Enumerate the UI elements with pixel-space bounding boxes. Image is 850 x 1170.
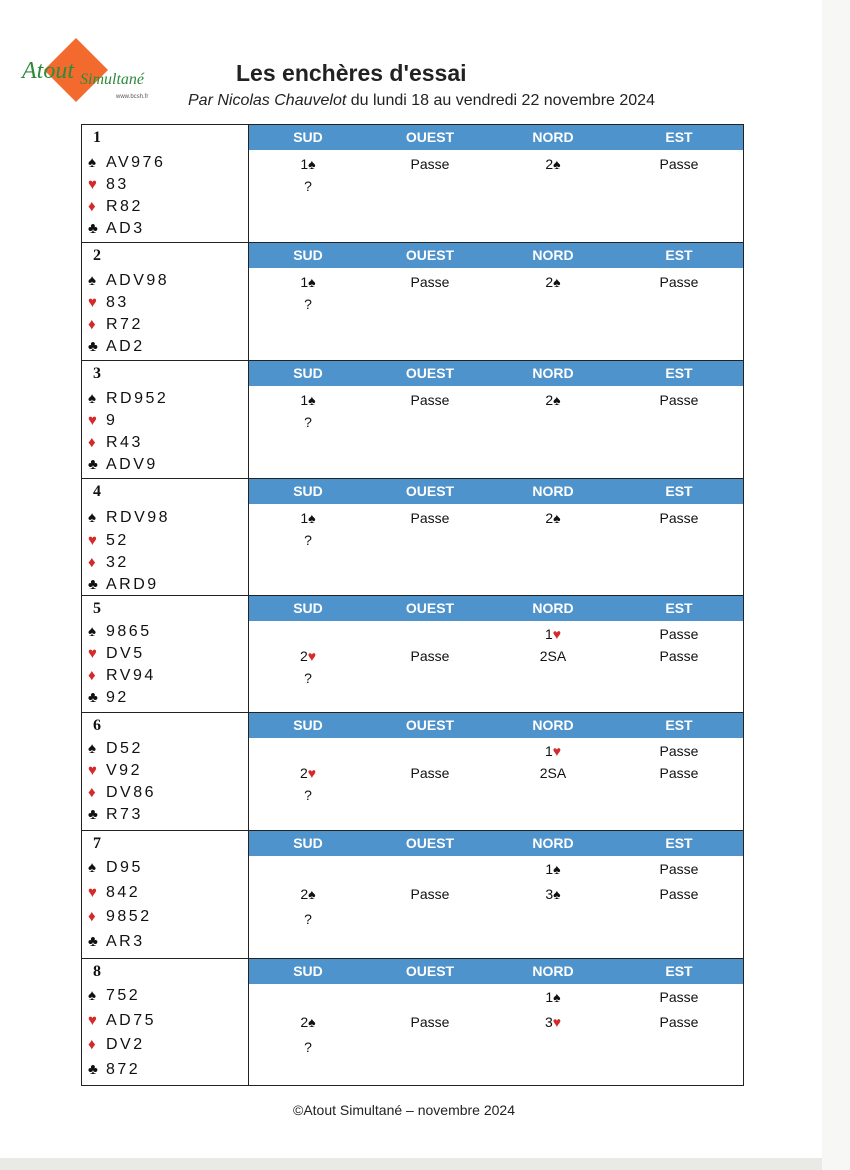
spades-holding (88, 509, 170, 529)
clubs-holding (88, 220, 145, 240)
diamonds-icon: ♦ (88, 667, 96, 684)
spades-icon: ♠ (88, 987, 96, 1004)
cards: RDV98 (106, 509, 171, 526)
hand-cell (82, 713, 249, 830)
auction-cell (249, 959, 743, 1086)
auction-cell (249, 831, 743, 958)
diamonds-icon: ♦ (88, 434, 96, 451)
column-header-ouest: OUEST (405, 365, 455, 381)
column-header-nord: NORD (532, 600, 574, 616)
clubs-holding (88, 338, 145, 358)
diamonds-icon: ♦ (88, 316, 96, 333)
diamonds-icon: ♦ (88, 554, 96, 571)
bid: 3♠ (545, 886, 561, 902)
spades-icon: ♠ (88, 740, 96, 757)
cards: AD75 (106, 1012, 157, 1029)
hearts-icon: ♥ (88, 532, 97, 549)
deal-number: 2 (93, 247, 101, 264)
cards: 9 (106, 412, 118, 429)
bid: 2♠ (545, 274, 561, 290)
deal-number: 6 (93, 717, 101, 734)
deal-3 (82, 360, 743, 478)
hearts-holding (88, 762, 142, 782)
column-header-nord: NORD (532, 835, 574, 851)
bid: Passe (659, 274, 699, 290)
diamonds-holding (88, 554, 129, 574)
column-header-est: EST (665, 365, 693, 381)
bid: Passe (659, 765, 699, 781)
spades-icon: ♠ (88, 272, 96, 289)
spades-holding (88, 987, 140, 1007)
column-header-sud: SUD (293, 963, 323, 979)
column-header-sud: SUD (293, 835, 323, 851)
bid: Passe (659, 648, 699, 664)
column-header-nord: NORD (532, 963, 574, 979)
column-header-sud: SUD (293, 365, 323, 381)
auction-header-bar (249, 361, 743, 386)
diamonds-icon: ♦ (88, 908, 96, 925)
column-header-ouest: OUEST (405, 483, 455, 499)
bid: Passe (659, 989, 699, 1005)
deal-number: 5 (93, 600, 101, 617)
spades-holding (88, 390, 168, 410)
hearts-holding (88, 1012, 156, 1032)
auction-cell (249, 713, 743, 830)
cards: AR3 (106, 933, 145, 950)
bid: 1♠ (300, 392, 316, 408)
bid: 1♠ (545, 861, 561, 877)
deal-6 (82, 712, 743, 830)
diamonds-icon: ♦ (88, 198, 96, 215)
spades-holding (88, 272, 169, 292)
column-header-est: EST (665, 483, 693, 499)
bid: Passe (410, 648, 450, 664)
column-header-sud: SUD (293, 483, 323, 499)
spades-icon: ♠ (88, 154, 96, 171)
bid: Passe (410, 1014, 450, 1030)
diamonds-holding (88, 1036, 145, 1056)
cards: 842 (106, 884, 141, 901)
cards: 32 (106, 554, 129, 571)
cards: AD3 (106, 220, 145, 237)
column-header-ouest: OUEST (405, 247, 455, 263)
bid: ? (304, 787, 312, 803)
clubs-holding (88, 933, 145, 953)
deal-7 (82, 830, 743, 958)
auction-cell (249, 243, 743, 360)
deal-number: 7 (93, 835, 101, 852)
column-header-ouest: OUEST (405, 129, 455, 145)
bid: 2♠ (300, 886, 316, 902)
cards: 83 (106, 294, 129, 311)
cards: AD2 (106, 338, 145, 355)
bid: Passe (659, 1014, 699, 1030)
bid: Passe (659, 861, 699, 877)
column-header-est: EST (665, 963, 693, 979)
bid: ? (304, 911, 312, 927)
cards: DV5 (106, 645, 145, 662)
cards: AV976 (106, 154, 166, 171)
auction-header-bar (249, 125, 743, 150)
hearts-holding (88, 884, 140, 904)
deal-number: 4 (93, 483, 101, 500)
cards: RV94 (106, 667, 156, 684)
cards: ARD9 (106, 576, 159, 593)
cards: ADV9 (106, 456, 158, 473)
column-header-sud: SUD (293, 129, 323, 145)
bid: 1♠ (300, 274, 316, 290)
hearts-holding (88, 294, 129, 314)
atout-simultane-logo (18, 36, 178, 106)
diamonds-icon: ♦ (88, 784, 96, 801)
auction-header-bar (249, 713, 743, 738)
clubs-icon: ♣ (88, 1061, 98, 1078)
hand-cell (82, 479, 249, 595)
hand-cell (82, 243, 249, 360)
hand-cell (82, 831, 249, 958)
cards: 9865 (106, 623, 152, 640)
spades-holding (88, 154, 165, 174)
bid: 2♠ (545, 510, 561, 526)
bid: 2♠ (545, 156, 561, 172)
spades-icon: ♠ (88, 390, 96, 407)
bid: Passe (659, 392, 699, 408)
spades-holding (88, 740, 143, 760)
clubs-icon: ♣ (88, 220, 98, 237)
bid: 1♥ (544, 743, 562, 759)
column-header-est: EST (665, 835, 693, 851)
hearts-icon: ♥ (88, 294, 97, 311)
footer-copyright: ©Atout Simultané – novembre 2024 (293, 1102, 516, 1118)
hearts-icon: ♥ (88, 645, 97, 662)
deal-number: 1 (93, 129, 101, 146)
bid: ? (304, 1039, 312, 1055)
hand-cell (82, 125, 249, 242)
bid: 2♥ (299, 648, 317, 664)
subtitle-dates: du lundi 18 au vendredi 22 novembre 2024 (346, 92, 655, 109)
hearts-icon: ♥ (88, 1012, 97, 1029)
auction-header-bar (249, 596, 743, 621)
deal-1 (82, 125, 743, 242)
clubs-icon: ♣ (88, 338, 98, 355)
diamonds-icon: ♦ (88, 1036, 96, 1053)
hearts-icon: ♥ (88, 176, 97, 193)
bid: 1♠ (300, 510, 316, 526)
cards: ADV98 (106, 272, 170, 289)
hand-cell (82, 596, 249, 712)
bid: 2♠ (300, 1014, 316, 1030)
column-header-ouest: OUEST (405, 717, 455, 733)
cards: 83 (106, 176, 129, 193)
cards: R73 (106, 806, 143, 823)
column-header-nord: NORD (532, 483, 574, 499)
deal-5 (82, 595, 743, 712)
auction-header-bar (249, 243, 743, 268)
svg-text:www.bcsh.fr: www.bcsh.fr (116, 94, 149, 100)
bid: Passe (410, 392, 450, 408)
subtitle-author: Par Nicolas Chauvelot (188, 92, 347, 109)
page-subtitle (188, 92, 655, 110)
diamonds-holding (88, 908, 152, 928)
hearts-icon: ♥ (88, 884, 97, 901)
cards: DV2 (106, 1036, 145, 1053)
clubs-icon: ♣ (88, 689, 98, 706)
cards: 52 (106, 532, 129, 549)
hearts-holding (88, 412, 117, 432)
bid: 1♥ (544, 626, 562, 642)
cards: 752 (106, 987, 141, 1004)
clubs-holding (88, 689, 129, 709)
clubs-icon: ♣ (88, 806, 98, 823)
auction-cell (249, 125, 743, 242)
bid: Passe (659, 156, 699, 172)
spades-icon: ♠ (88, 859, 96, 876)
diamonds-holding (88, 198, 143, 218)
deal-2 (82, 242, 743, 360)
auction-header-bar (249, 479, 743, 504)
bid: Passe (659, 626, 699, 642)
svg-text:Atout: Atout (22, 58, 74, 84)
bid: Passe (410, 510, 450, 526)
column-header-ouest: OUEST (405, 835, 455, 851)
clubs-holding (88, 576, 159, 596)
clubs-icon: ♣ (88, 933, 98, 950)
column-header-est: EST (665, 717, 693, 733)
bid: Passe (659, 510, 699, 526)
bid: 1♠ (300, 156, 316, 172)
clubs-icon: ♣ (88, 576, 98, 593)
spades-holding (88, 859, 143, 879)
spades-icon: ♠ (88, 509, 96, 526)
bid: ? (304, 670, 312, 686)
clubs-holding (88, 456, 158, 476)
cards: 92 (106, 689, 129, 706)
bid: 2♥ (299, 765, 317, 781)
hearts-holding (88, 645, 145, 665)
column-header-est: EST (665, 129, 693, 145)
bid: 2♠ (545, 392, 561, 408)
deal-8 (82, 958, 743, 1086)
cards: R43 (106, 434, 143, 451)
cards: RD952 (106, 390, 169, 407)
column-header-nord: NORD (532, 247, 574, 263)
auction-cell (249, 479, 743, 595)
diamonds-holding (88, 784, 156, 804)
hearts-holding (88, 176, 129, 196)
page-title: Les enchères d'essai (236, 60, 467, 86)
clubs-holding (88, 1061, 140, 1081)
bid: Passe (410, 274, 450, 290)
hand-cell (82, 959, 249, 1086)
cards: R72 (106, 316, 143, 333)
hearts-icon: ♥ (88, 412, 97, 429)
spades-holding (88, 623, 152, 643)
bid: ? (304, 414, 312, 430)
cards: 9852 (106, 908, 152, 925)
diamonds-holding (88, 667, 156, 687)
column-header-ouest: OUEST (405, 963, 455, 979)
deal-number: 8 (93, 963, 101, 980)
bid: 3♥ (544, 1014, 562, 1030)
cards: 872 (106, 1061, 141, 1078)
deals-table (81, 124, 744, 1086)
bid: 2SA (539, 765, 567, 781)
bid: 2SA (539, 648, 567, 664)
column-header-ouest: OUEST (405, 600, 455, 616)
column-header-nord: NORD (532, 717, 574, 733)
column-header-sud: SUD (293, 600, 323, 616)
bid: ? (304, 532, 312, 548)
hearts-icon: ♥ (88, 762, 97, 779)
svg-text:Simultané: Simultané (80, 71, 144, 88)
column-header-nord: NORD (532, 129, 574, 145)
hearts-holding (88, 532, 129, 552)
auction-header-bar (249, 831, 743, 856)
bid: Passe (410, 156, 450, 172)
bid: Passe (410, 886, 450, 902)
diamonds-holding (88, 434, 143, 454)
deal-4 (82, 478, 743, 595)
column-header-est: EST (665, 247, 693, 263)
cards: D52 (106, 740, 143, 757)
bid: Passe (659, 743, 699, 759)
spades-icon: ♠ (88, 623, 96, 640)
bid: 1♠ (545, 989, 561, 1005)
column-header-est: EST (665, 600, 693, 616)
column-header-sud: SUD (293, 717, 323, 733)
diamonds-holding (88, 316, 143, 336)
bid: Passe (410, 765, 450, 781)
deal-number: 3 (93, 365, 101, 382)
bid: Passe (659, 886, 699, 902)
cards: D95 (106, 859, 143, 876)
bid: ? (304, 178, 312, 194)
cards: DV86 (106, 784, 157, 801)
clubs-icon: ♣ (88, 456, 98, 473)
auction-cell (249, 361, 743, 478)
hand-cell (82, 361, 249, 478)
column-header-sud: SUD (293, 247, 323, 263)
bid: ? (304, 296, 312, 312)
cards: R82 (106, 198, 143, 215)
auction-header-bar (249, 959, 743, 984)
scan-edge (0, 1158, 822, 1170)
auction-cell (249, 596, 743, 712)
clubs-holding (88, 806, 143, 826)
column-header-nord: NORD (532, 365, 574, 381)
cards: V92 (106, 762, 142, 779)
